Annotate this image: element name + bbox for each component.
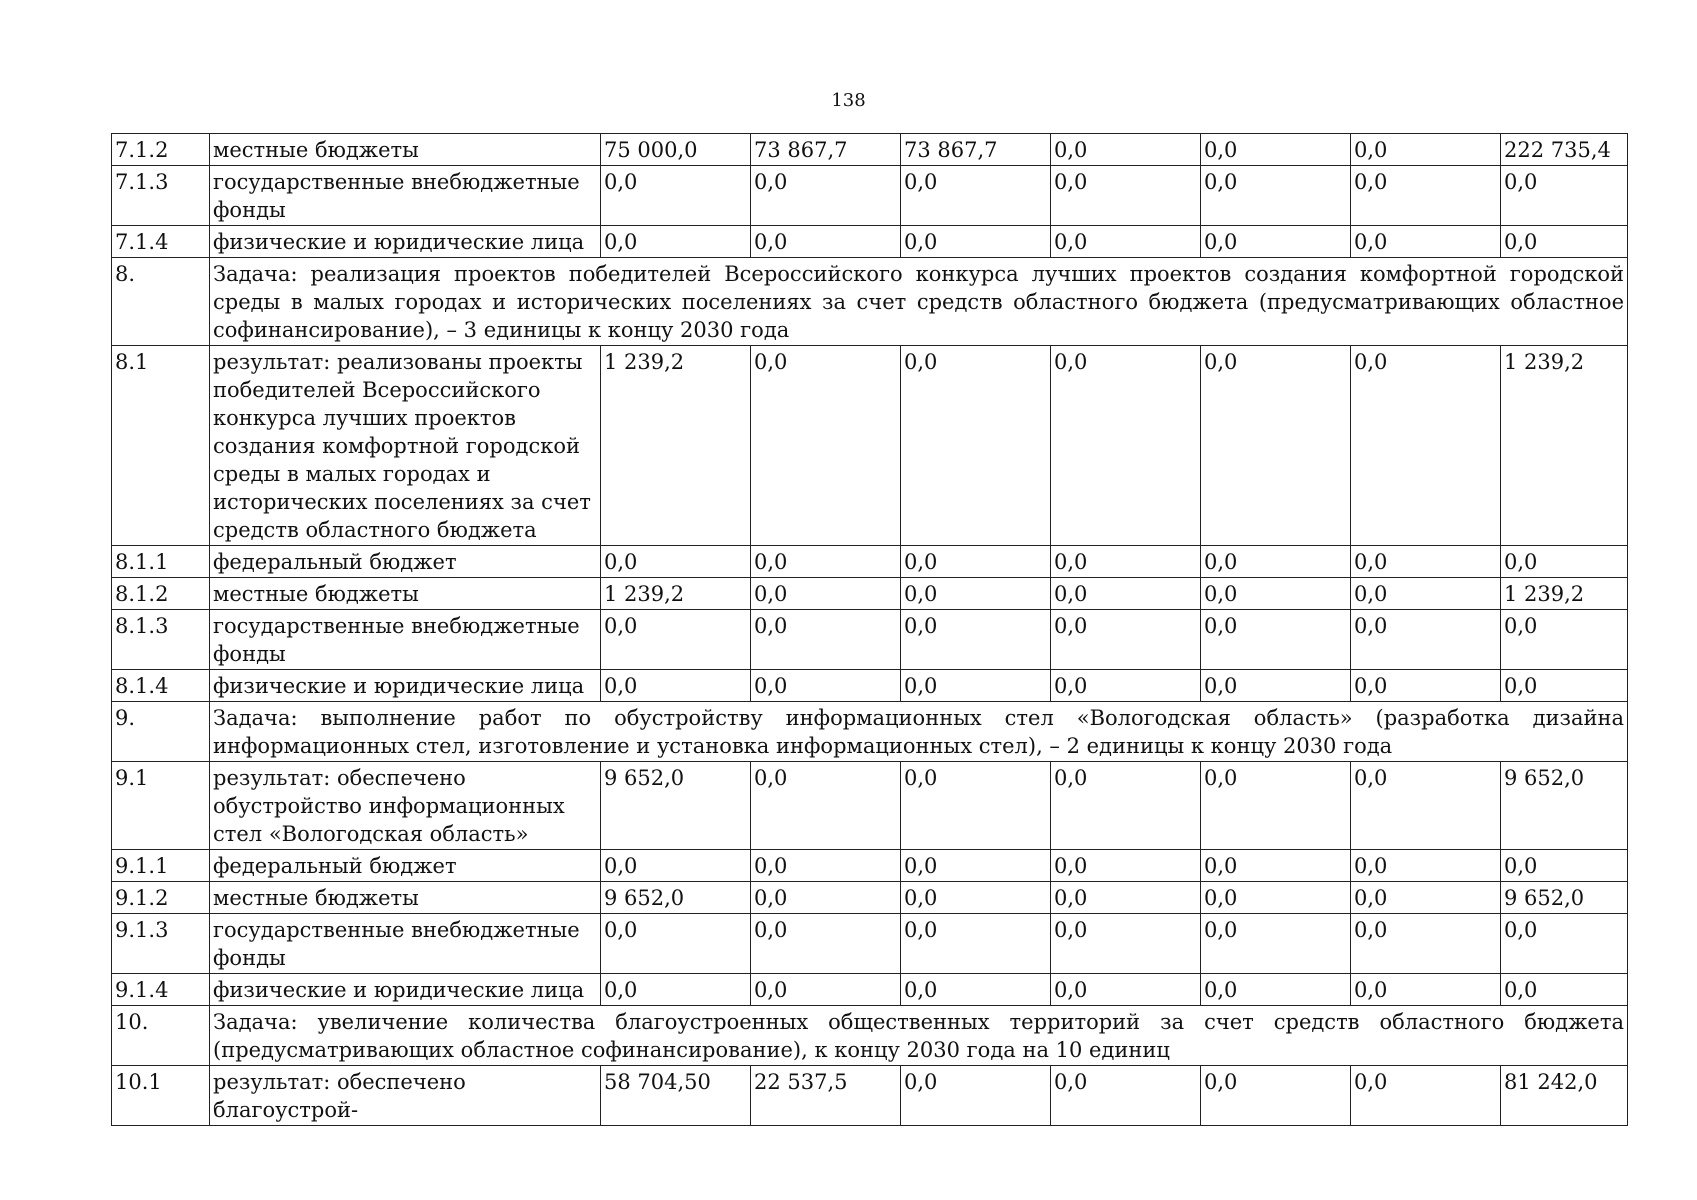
row-value: 0,0 — [601, 670, 751, 702]
row-name: результат: реализованы проекты победителей Всероссийского конкурса лучших проектов создания комфортной городской среды в малых городах и исторических поселениях за счет средств областного бюджета — [210, 346, 601, 546]
row-value: 0,0 — [751, 850, 901, 882]
row-value: 1 239,2 — [601, 346, 751, 546]
row-code: 8.1.4 — [112, 670, 210, 702]
row-value: 0,0 — [751, 974, 901, 1006]
row-value: 0,0 — [1051, 346, 1201, 546]
row-code: 8.1.1 — [112, 546, 210, 578]
row-value: 0,0 — [1351, 762, 1501, 850]
task-description: Задача: выполнение работ по обустройству информационных стел «Вологодская область» (разработка дизайна информационных стел, изготовление и установка информационных стел), – 2 единицы к концу 2030 года — [210, 702, 1628, 762]
row-total: 222 735,4 — [1501, 134, 1628, 166]
row-name: местные бюджеты — [210, 882, 601, 914]
row-value: 0,0 — [1201, 914, 1351, 974]
page-number: 138 — [831, 90, 866, 111]
row-value: 0,0 — [1351, 914, 1501, 974]
row-total: 9 652,0 — [1501, 882, 1628, 914]
row-value: 0,0 — [1201, 226, 1351, 258]
row-value: 0,0 — [1351, 610, 1501, 670]
row-value: 0,0 — [1351, 974, 1501, 1006]
row-name: результат: обеспечено обустройство информационных стел «Вологодская область» — [210, 762, 601, 850]
row-name: результат: обеспечено благоустрой- — [210, 1066, 601, 1126]
row-total: 9 652,0 — [1501, 762, 1628, 850]
row-value: 0,0 — [751, 346, 901, 546]
row-name: местные бюджеты — [210, 578, 601, 610]
row-value: 0,0 — [1201, 610, 1351, 670]
table-body — [112, 134, 1628, 1126]
row-value: 75 000,0 — [601, 134, 751, 166]
task-row — [112, 702, 1628, 762]
row-code: 7.1.2 — [112, 134, 210, 166]
row-code: 7.1.4 — [112, 226, 210, 258]
task-row — [112, 258, 1628, 346]
row-value: 0,0 — [751, 546, 901, 578]
row-value: 9 652,0 — [601, 762, 751, 850]
row-value: 0,0 — [601, 914, 751, 974]
row-value: 0,0 — [1051, 610, 1201, 670]
row-value: 0,0 — [901, 850, 1051, 882]
row-code: 8.1.2 — [112, 578, 210, 610]
row-total: 0,0 — [1501, 610, 1628, 670]
row-value: 0,0 — [901, 882, 1051, 914]
row-value: 0,0 — [1051, 226, 1201, 258]
row-total: 81 242,0 — [1501, 1066, 1628, 1126]
row-value: 0,0 — [1201, 134, 1351, 166]
row-value: 0,0 — [1351, 346, 1501, 546]
task-row — [112, 1006, 1628, 1066]
row-name: государственные внебюджетные фонды — [210, 914, 601, 974]
row-value: 0,0 — [1051, 914, 1201, 974]
row-total: 0,0 — [1501, 914, 1628, 974]
row-name: государственные внебюджетные фонды — [210, 166, 601, 226]
row-code: 9. — [112, 702, 210, 762]
row-value: 0,0 — [1201, 974, 1351, 1006]
row-value: 73 867,7 — [901, 134, 1051, 166]
row-value: 0,0 — [601, 974, 751, 1006]
row-code: 9.1 — [112, 762, 210, 850]
row-value: 0,0 — [751, 226, 901, 258]
row-value: 0,0 — [901, 974, 1051, 1006]
row-value: 0,0 — [1051, 882, 1201, 914]
row-value: 0,0 — [1051, 1066, 1201, 1126]
row-code: 9.1.2 — [112, 882, 210, 914]
row-name: местные бюджеты — [210, 134, 601, 166]
row-value: 0,0 — [1051, 762, 1201, 850]
row-value: 73 867,7 — [751, 134, 901, 166]
row-value: 0,0 — [1201, 762, 1351, 850]
table-row — [112, 882, 1628, 914]
row-code: 10.1 — [112, 1066, 210, 1126]
table-row — [112, 670, 1628, 702]
row-name: государственные внебюджетные фонды — [210, 610, 601, 670]
row-code: 9.1.1 — [112, 850, 210, 882]
row-name: физические и юридические лица — [210, 226, 601, 258]
row-name: федеральный бюджет — [210, 546, 601, 578]
table-row — [112, 226, 1628, 258]
row-value: 0,0 — [901, 546, 1051, 578]
row-value: 0,0 — [751, 166, 901, 226]
row-value: 0,0 — [901, 166, 1051, 226]
row-code: 8.1.3 — [112, 610, 210, 670]
table-row — [112, 134, 1628, 166]
row-value: 0,0 — [601, 850, 751, 882]
row-code: 7.1.3 — [112, 166, 210, 226]
table-row — [112, 974, 1628, 1006]
row-code: 8. — [112, 258, 210, 346]
budget-table — [111, 133, 1628, 1126]
row-value: 0,0 — [1051, 134, 1201, 166]
table-row — [112, 1066, 1628, 1126]
row-name: физические и юридические лица — [210, 974, 601, 1006]
row-code: 9.1.4 — [112, 974, 210, 1006]
table-row — [112, 610, 1628, 670]
row-value: 0,0 — [751, 914, 901, 974]
row-value: 22 537,5 — [751, 1066, 901, 1126]
row-value: 0,0 — [601, 610, 751, 670]
table-row — [112, 346, 1628, 546]
row-value: 1 239,2 — [601, 578, 751, 610]
row-value: 0,0 — [1351, 1066, 1501, 1126]
row-value: 0,0 — [601, 166, 751, 226]
row-total: 0,0 — [1501, 670, 1628, 702]
row-value: 0,0 — [901, 578, 1051, 610]
row-value: 0,0 — [1351, 546, 1501, 578]
row-value: 0,0 — [1051, 670, 1201, 702]
row-value: 0,0 — [1201, 546, 1351, 578]
row-value: 0,0 — [1351, 166, 1501, 226]
row-total: 0,0 — [1501, 546, 1628, 578]
table-row — [112, 762, 1628, 850]
row-value: 0,0 — [901, 762, 1051, 850]
row-value: 0,0 — [751, 578, 901, 610]
row-value: 0,0 — [1051, 546, 1201, 578]
table-row — [112, 166, 1628, 226]
row-value: 0,0 — [1351, 578, 1501, 610]
row-value: 0,0 — [901, 226, 1051, 258]
row-total: 0,0 — [1501, 850, 1628, 882]
row-value: 0,0 — [751, 670, 901, 702]
table-row — [112, 914, 1628, 974]
row-value: 0,0 — [601, 546, 751, 578]
row-value: 0,0 — [901, 670, 1051, 702]
row-value: 0,0 — [1351, 882, 1501, 914]
row-name: физические и юридические лица — [210, 670, 601, 702]
row-value: 0,0 — [1201, 1066, 1351, 1126]
row-value: 0,0 — [1351, 226, 1501, 258]
row-value: 0,0 — [1051, 850, 1201, 882]
row-value: 0,0 — [1051, 578, 1201, 610]
row-value: 0,0 — [1201, 850, 1351, 882]
row-value: 0,0 — [901, 346, 1051, 546]
row-value: 0,0 — [1051, 166, 1201, 226]
row-value: 0,0 — [1051, 974, 1201, 1006]
row-value: 9 652,0 — [601, 882, 751, 914]
row-value: 0,0 — [1351, 670, 1501, 702]
row-value: 0,0 — [1201, 882, 1351, 914]
row-value: 0,0 — [901, 914, 1051, 974]
row-value: 0,0 — [1351, 134, 1501, 166]
row-value: 0,0 — [1201, 346, 1351, 546]
row-value: 0,0 — [601, 226, 751, 258]
row-value: 58 704,50 — [601, 1066, 751, 1126]
row-value: 0,0 — [1201, 578, 1351, 610]
row-value: 0,0 — [1201, 166, 1351, 226]
row-code: 10. — [112, 1006, 210, 1066]
row-value: 0,0 — [751, 762, 901, 850]
row-total: 0,0 — [1501, 974, 1628, 1006]
row-total: 1 239,2 — [1501, 346, 1628, 546]
table-row — [112, 578, 1628, 610]
task-description: Задача: реализация проектов победителей Всероссийского конкурса лучших проектов создания комфортной городской среды в малых городах и исторических поселениях за счет средств областного бюджета (предусматривающих областное софинансирование), – 3 единицы к концу 2030 года — [210, 258, 1628, 346]
row-value: 0,0 — [1201, 670, 1351, 702]
row-value: 0,0 — [901, 1066, 1051, 1126]
row-code: 9.1.3 — [112, 914, 210, 974]
row-value: 0,0 — [751, 882, 901, 914]
row-code: 8.1 — [112, 346, 210, 546]
row-value: 0,0 — [901, 610, 1051, 670]
table-row — [112, 546, 1628, 578]
table-row — [112, 850, 1628, 882]
row-name: федеральный бюджет — [210, 850, 601, 882]
row-total: 0,0 — [1501, 166, 1628, 226]
row-total: 0,0 — [1501, 226, 1628, 258]
task-description: Задача: увеличение количества благоустроенных общественных территорий за счет средств областного бюджета (предусматривающих областное софинансирование), к концу 2030 года на 10 единиц — [210, 1006, 1628, 1066]
row-value: 0,0 — [1351, 850, 1501, 882]
row-value: 0,0 — [751, 610, 901, 670]
row-total: 1 239,2 — [1501, 578, 1628, 610]
